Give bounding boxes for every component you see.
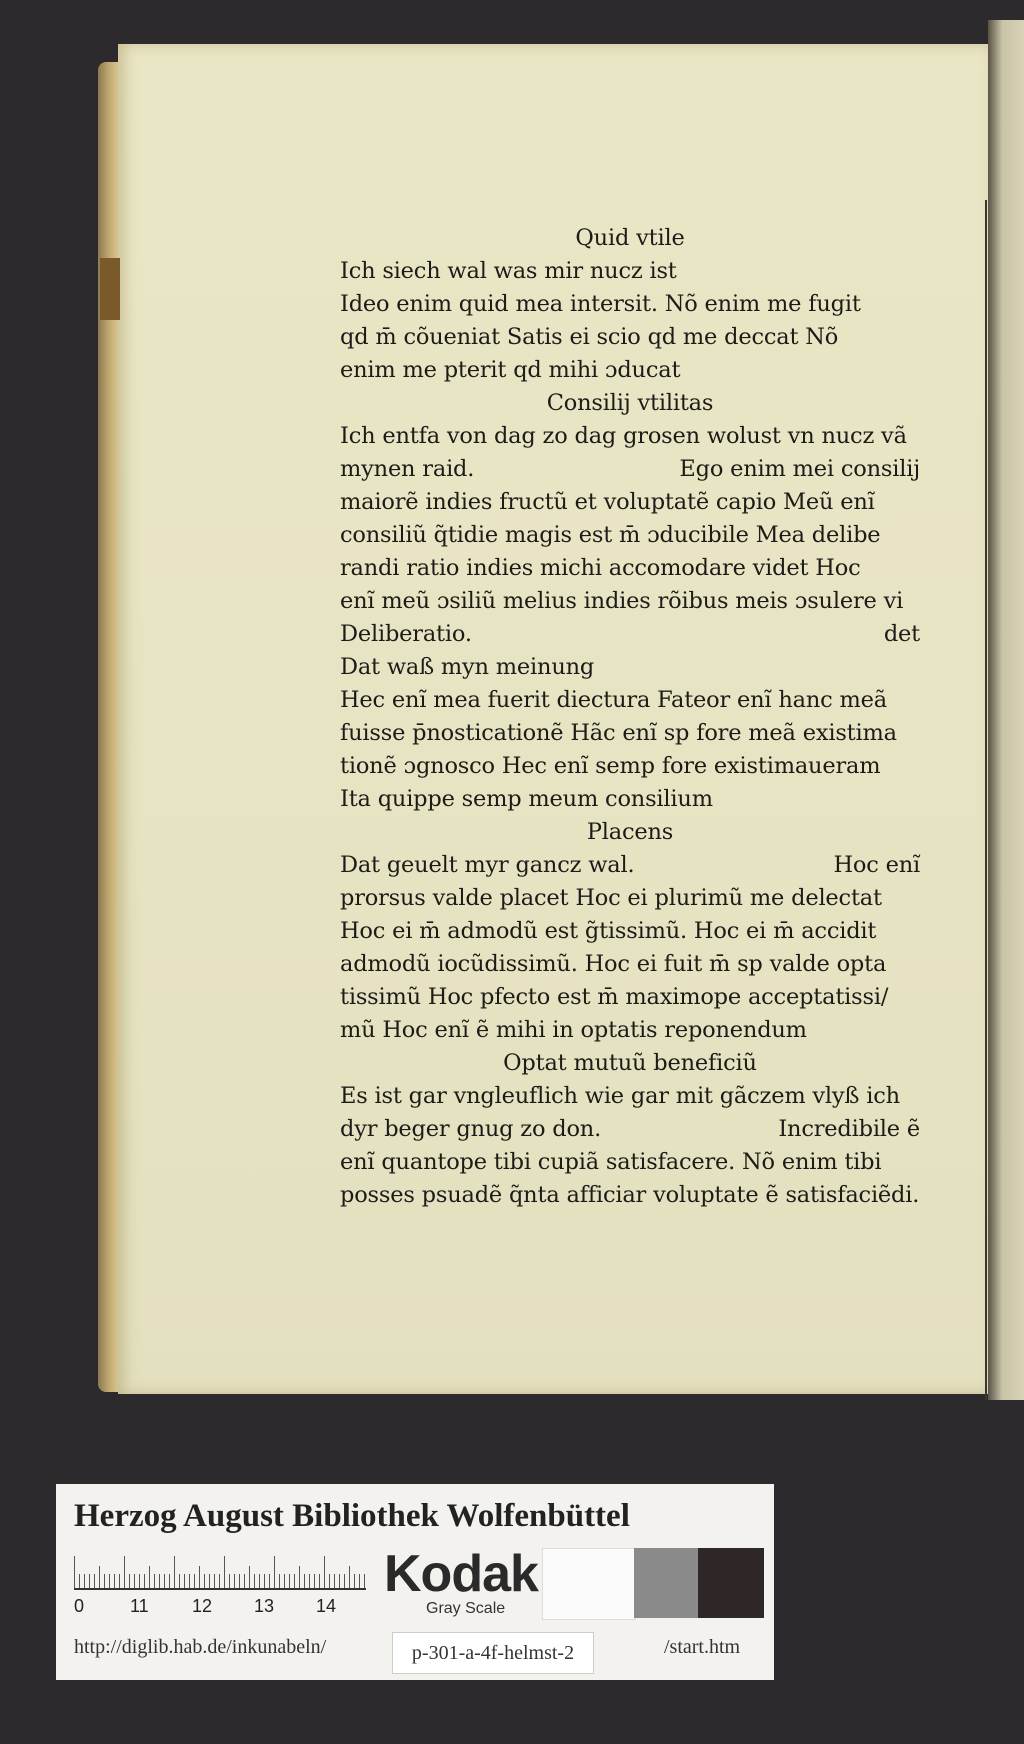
ruler-tick (169, 1574, 170, 1588)
ruler-number: 0 (74, 1596, 85, 1616)
text-line: fuisse p̄nosticationẽ Hãc enĩ sp fore meã existima (340, 720, 897, 746)
ruler-tick (89, 1574, 90, 1588)
ruler-number: 12 (192, 1596, 213, 1616)
ruler-tick (274, 1556, 275, 1588)
ruler-tick (184, 1574, 185, 1588)
gray-patch-white (542, 1548, 636, 1620)
gray-scale-label: Gray Scale (426, 1600, 506, 1617)
library-name: Herzog August Bibliothek Wolfenbüttel (74, 1498, 630, 1534)
ruler-tick (259, 1574, 260, 1588)
ruler-tick (84, 1574, 85, 1588)
text-line: Ich siech wal was mir nucz ist (340, 258, 677, 284)
ruler-tick (239, 1574, 240, 1588)
page-text (340, 222, 920, 1212)
text-line: qd m̄ cõueniat Satis ei scio qd me deccat Nõ (340, 324, 839, 350)
ruler-tick (109, 1574, 110, 1588)
ruler-tick (264, 1574, 265, 1588)
ruler-tick (189, 1574, 190, 1588)
text-line: tissimũ Hoc pfecto est m̄ maximope acceptatissi/ (340, 984, 889, 1010)
ruler-tick (174, 1556, 175, 1588)
ruler-tick (129, 1574, 130, 1588)
ruler-tick (224, 1556, 225, 1588)
ruler-tick (114, 1574, 115, 1588)
text-line (340, 453, 920, 486)
text-line (340, 849, 920, 882)
ruler-tick (249, 1566, 250, 1588)
text-line-left: dyr beger gnug zo don. (340, 1116, 602, 1142)
ruler-tick (164, 1574, 165, 1588)
ruler-tick (154, 1574, 155, 1588)
ruler-tick (79, 1574, 80, 1588)
bookmark-ribbon (100, 258, 120, 320)
text-line: Ideo enim quid mea intersit. Nõ enim me fugit (340, 291, 861, 317)
gray-patch-mid (634, 1548, 698, 1618)
ruler-tick (134, 1574, 135, 1588)
ruler-tick (279, 1574, 280, 1588)
text-line-left: Dat geuelt myr gancz wal. (340, 852, 635, 878)
ruler-tick (354, 1574, 355, 1588)
ruler-tick (94, 1574, 95, 1588)
text-line: randi ratio indies michi accomodare videt Hoc (340, 555, 861, 581)
start-path: /start.htm (664, 1636, 741, 1658)
text-line-left: mynen raid. (340, 456, 475, 482)
section-heading: Consilij vtilitas (546, 390, 714, 416)
shelfmark-id: p-301-a-4f-helmst-2 (392, 1632, 594, 1674)
ruler-tick (244, 1574, 245, 1588)
text-line: Hoc ei m̄ admodũ est g̃tissimũ. Hoc ei m̄ accidit (340, 918, 877, 944)
text-line: enĩ quantope tibi cupiã satisfacere. Nõ enim tibi (340, 1149, 882, 1175)
ruler-tick (199, 1566, 200, 1588)
text-line-right: Ego enim mei consilij (679, 456, 920, 482)
ruler-tick (119, 1574, 120, 1588)
kodak-logo: Kodak (384, 1545, 538, 1603)
gray-patch-dark (698, 1548, 764, 1618)
text-line: prorsus valde placet Hoc ei plurimũ me delectat (340, 885, 882, 911)
source-url: http://diglib.hab.de/inkunabeln/ (74, 1636, 327, 1658)
ruler-tick (219, 1574, 220, 1588)
ruler-tick (209, 1574, 210, 1588)
ruler-tick (339, 1574, 340, 1588)
section-heading: Placens (586, 819, 674, 845)
ruler-tick (144, 1574, 145, 1588)
ruler-tick (364, 1574, 365, 1588)
ruler-tick (104, 1574, 105, 1588)
ruler-tick (314, 1574, 315, 1588)
text-line: mũ Hoc enĩ ẽ mihi in optatis reponendum (340, 1017, 807, 1043)
ruler-tick (269, 1574, 270, 1588)
text-line (340, 1113, 920, 1146)
library-label-card (56, 1484, 774, 1680)
text-line: Es ist gar vngleuflich wie gar mit gãczem vlyß ich (340, 1083, 900, 1109)
ruler-tick (334, 1574, 335, 1588)
ruler-number: 14 (316, 1596, 337, 1616)
text-line-right: det (883, 621, 920, 647)
ruler-tick (344, 1574, 345, 1588)
next-page-edge (988, 20, 1024, 1400)
ruler-tick (254, 1574, 255, 1588)
ruler-tick (319, 1574, 320, 1588)
ruler-tick (324, 1556, 325, 1588)
ruler-tick (194, 1574, 195, 1588)
text-line: Hec enĩ mea fuerit diectura Fateor enĩ hanc meã (340, 687, 887, 713)
ruler-tick (299, 1566, 300, 1588)
ruler-tick (149, 1566, 150, 1588)
text-line: consiliũ q̃tidie magis est m̄ ɔducibile Mea delibe (340, 522, 881, 548)
section-heading: Quid vtile (575, 225, 685, 251)
ruler-tick (229, 1574, 230, 1588)
text-line: enĩ meũ ɔsiliũ melius indies rõibus meis ɔsulere vi (340, 588, 904, 614)
text-line: admodũ iocũdissimũ. Hoc ei fuit m̄ sp valde opta (340, 951, 887, 977)
ruler-tick (349, 1566, 350, 1588)
text-line: posses psuadẽ q̃nta afficiar voluptate ẽ satisfaciẽdi. (340, 1182, 920, 1208)
ruler-tick (329, 1574, 330, 1588)
ruler-tick (234, 1574, 235, 1588)
ruler-tick (304, 1574, 305, 1588)
ruler-tick (204, 1574, 205, 1588)
ruler-tick (179, 1574, 180, 1588)
text-line: tionẽ ɔgnosco Hec enĩ semp fore existimaueram (340, 753, 881, 779)
ruler-tick (284, 1574, 285, 1588)
text-line: Ich entfa von dag zo dag grosen wolust vn nucz vã (340, 423, 907, 449)
ruler-tick (124, 1556, 125, 1588)
text-line-right: Incredibile ẽ (778, 1116, 920, 1142)
text-line: Ita quippe semp meum consilium (340, 786, 713, 812)
text-line: maiorẽ indies fructũ et voluptatẽ capio Meũ enĩ (340, 489, 875, 515)
ruler-tick (139, 1574, 140, 1588)
ruler-tick (359, 1574, 360, 1588)
ruler-tick (289, 1574, 290, 1588)
ruler-tick (99, 1566, 100, 1588)
ruler-number: 11 (130, 1596, 149, 1616)
text-line: Dat waß myn meinung (340, 654, 595, 680)
ruler-tick (74, 1556, 75, 1588)
ruler-tick (294, 1574, 295, 1588)
text-line: enim me pterit qd mihi ɔducat (340, 357, 681, 383)
text-line-left: Deliberatio. (340, 621, 472, 647)
text-line-right: Hoc enĩ (833, 852, 920, 878)
ruler-tick (214, 1574, 215, 1588)
section-heading: Optat mutuũ beneficiũ (503, 1050, 757, 1076)
gutter-shadow (985, 200, 987, 1400)
ruler-number: 13 (254, 1596, 275, 1616)
ruler-tick (309, 1574, 310, 1588)
measurement-ruler (74, 1552, 366, 1590)
text-line (340, 618, 920, 651)
ruler-tick (159, 1574, 160, 1588)
